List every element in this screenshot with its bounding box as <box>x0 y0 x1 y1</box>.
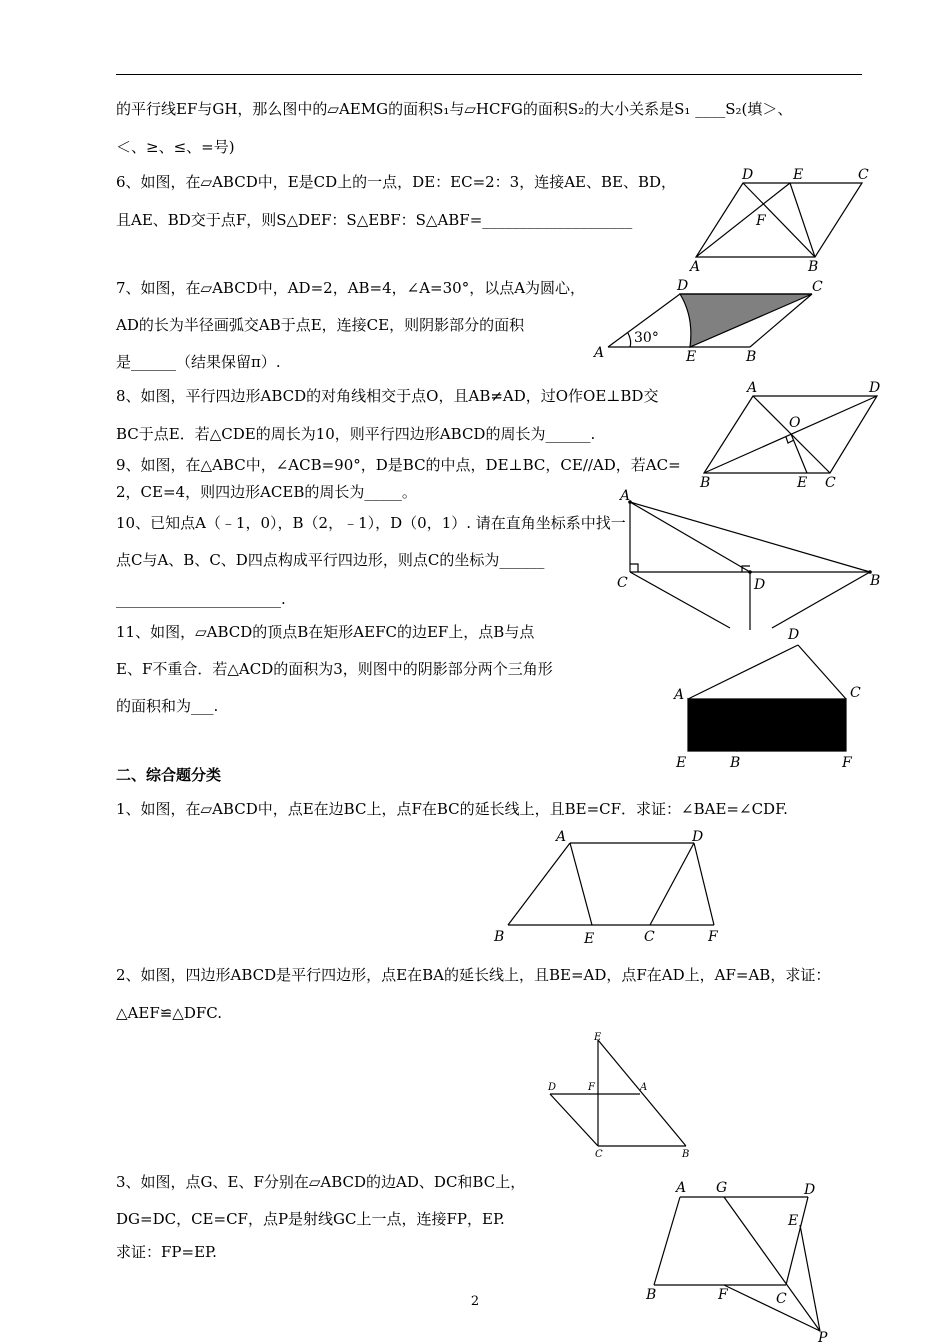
page-number: 2 <box>470 1294 480 1309</box>
figure-problem-2 <box>540 1028 700 1163</box>
q10-line-3: ______________________. <box>116 590 286 608</box>
label-o: O <box>789 415 801 431</box>
label-d: D <box>742 167 754 183</box>
label-b: B <box>746 349 757 365</box>
label-b: B <box>646 1287 657 1303</box>
label-b: B <box>808 259 819 275</box>
label-c: C <box>850 685 861 701</box>
figure-q8 <box>695 377 890 492</box>
label-a: A <box>690 259 701 275</box>
label-b: B <box>730 755 741 771</box>
label-f: F <box>718 1287 728 1303</box>
q11-line-2: E、F不重合．若△ACD的面积为3，则图中的阴影部分两个三角形 <box>116 660 553 678</box>
label-e: E <box>676 755 687 771</box>
label-f: F <box>842 755 852 771</box>
figure-q7 <box>590 275 830 370</box>
q8-line-1: 8、如图，平行四边形ABCD的对角线相交于点O，且AB≠AD，过O作OE⊥BD交 <box>116 387 659 405</box>
q9-line-2: 2，CE=4，则四边形ACEB的周长为_____。 <box>116 483 417 501</box>
p3-line-3: 求证：FP=EP. <box>116 1243 217 1261</box>
label-a: A <box>747 380 758 396</box>
figure-problem-1 <box>490 825 730 950</box>
q6-line-2: 且AE、BD交于点F，则S△DEF：S△EBF：S△ABF=____________________ <box>116 211 633 229</box>
label-c: C <box>644 929 655 945</box>
p1-line-1: 1、如图，在▱ABCD中，点E在边BC上，点F在BC的延长线上，且BE=CF．求证：∠BAE=∠CDF. <box>116 800 788 818</box>
p3-line-2: DG=DC，CE=CF，点P是射线GC上一点，连接FP，EP. <box>116 1210 505 1228</box>
label-d: D <box>692 829 704 845</box>
label-d: D <box>677 278 689 294</box>
label-f: F <box>588 1082 595 1093</box>
q8-line-2: BC于点E．若△CDE的周长为10，则平行四边形ABCD的周长为______. <box>116 425 596 443</box>
q10-line-1: 10、已知点A（﹣1，0），B（2，﹣1），D（0，1）. 请在直角坐标系中找一 <box>116 514 626 532</box>
label-b: B <box>494 929 505 945</box>
text-line-1: 的平行线EF与GH，那么图中的▱AEMG的面积S₁与▱HCFG的面积S₂的大小关系是S₁ ____S₂(填＞、 <box>116 100 793 118</box>
label-e: E <box>788 1213 799 1229</box>
header-rule <box>116 74 862 75</box>
label-a: A <box>640 1082 648 1093</box>
label-e: E <box>793 167 804 183</box>
label-d: D <box>754 577 766 593</box>
label-b: B <box>870 573 881 589</box>
q9-line-1: 9、如图，在△ABC中，∠ACB=90°，D是BC的中点，DE⊥BC，CE//AD，若AC= <box>116 456 681 474</box>
q7-line-1: 7、如图，在▱ABCD中，AD=2，AB=4，∠A=30°，以点A为圆心， <box>116 279 586 297</box>
label-c: C <box>617 575 628 591</box>
label-c: C <box>776 1291 787 1307</box>
label-a: A <box>556 829 567 845</box>
label-a: A <box>676 1180 687 1196</box>
q11-line-3: 的面积和为___. <box>116 697 219 715</box>
q11-line-1: 11、如图，▱ABCD的顶点B在矩形AEFC的边EF上，点B与点 <box>116 623 535 641</box>
figure-q9 <box>612 490 887 630</box>
q7-line-2: AD的长为半径画弧交AB于点E，连接CE，则阴影部分的面积 <box>116 316 525 334</box>
figure-q11 <box>672 625 872 775</box>
p2-line-2: △AEF≌△DFC. <box>116 1004 222 1022</box>
label-p: P <box>818 1330 828 1344</box>
label-d: D <box>788 627 800 643</box>
label-e: E <box>797 475 808 491</box>
angle-label: 30° <box>634 330 659 346</box>
label-c: C <box>825 475 836 491</box>
label-a: A <box>594 345 605 361</box>
label-b: B <box>700 475 711 491</box>
label-c: C <box>595 1149 603 1160</box>
label-c: C <box>812 279 823 295</box>
label-g: G <box>716 1180 728 1196</box>
figure-q6 <box>690 165 880 277</box>
label-b: B <box>682 1149 690 1160</box>
label-d: D <box>869 380 881 396</box>
q10-line-2: 点C与A、B、C、D四点构成平行四边形，则点C的坐标为______ <box>116 551 545 569</box>
q7-line-3: 是______（结果保留π）. <box>116 353 281 371</box>
label-e: E <box>594 1032 602 1043</box>
label-e: E <box>584 931 595 947</box>
label-d: D <box>804 1182 816 1198</box>
label-f: F <box>708 929 718 945</box>
label-c: C <box>858 167 869 183</box>
section-heading: 二、综合题分类 <box>116 766 222 784</box>
label-d: D <box>548 1082 557 1093</box>
figure-problem-3 <box>640 1175 835 1344</box>
q6-line-1: 6、如图，在▱ABCD中，E是CD上的一点，DE：EC=2：3，连接AE、BE、BD， <box>116 173 677 191</box>
label-a: A <box>674 687 685 703</box>
label-f: F <box>756 213 766 229</box>
label-a: A <box>620 488 631 504</box>
label-e: E <box>686 349 697 365</box>
p3-line-1: 3、如图，点G、E、F分别在▱ABCD的边AD、DC和BC上， <box>116 1173 526 1191</box>
text-line-2: ＜、≥、≤、=号) <box>116 138 235 156</box>
p2-line-1: 2、如图，四边形ABCD是平行四边形，点E在BA的延长线上，且BE=AD，点F在AD上，AF=AB，求证： <box>116 966 831 984</box>
